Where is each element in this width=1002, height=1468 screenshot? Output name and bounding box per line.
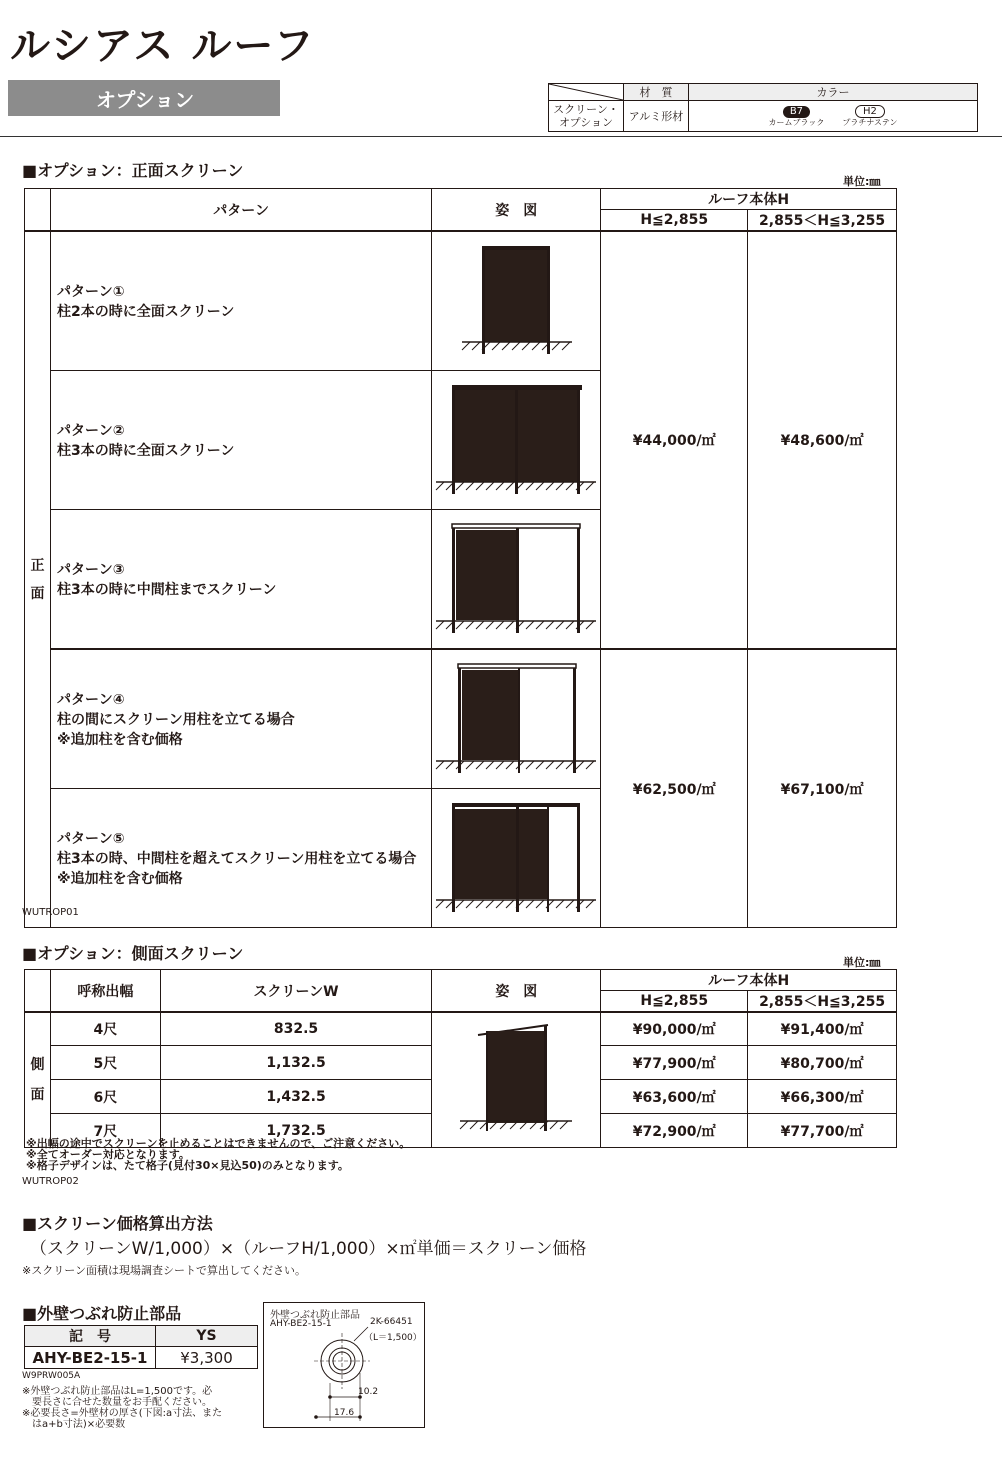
h1-header: H≦2,855 <box>601 210 748 232</box>
color-header: カラー <box>689 84 978 101</box>
side-row-3-size: 6尺 <box>50 1080 160 1114</box>
figure-header: 姿 図 <box>432 189 601 232</box>
side-row-1-size: 4尺 <box>50 1012 160 1046</box>
wall-code-value: AHY-BE2-15-1 <box>25 1347 156 1369</box>
wall-code-header: 記 号 <box>25 1326 156 1347</box>
side-note-3: ※格子デザインは、たて格子(見付30×見込50)のみとなります。 <box>26 1159 349 1172</box>
side-row-3-w: 1,432.5 <box>160 1080 432 1114</box>
price-group1-h1: ¥44,000/㎡ <box>601 231 748 649</box>
material-value: アルミ形材 <box>624 101 689 132</box>
material-header: 材 質 <box>624 84 689 101</box>
side-row-3-p1: ¥63,600/㎡ <box>601 1080 748 1114</box>
wall-part-table <box>24 1325 258 1369</box>
side-row-2-p1: ¥77,900/㎡ <box>601 1046 748 1080</box>
side-note-1: ※出幅の途中でスクリーンを止めることはできませんので、ご注意ください。 <box>26 1137 411 1150</box>
wall-catalog-code: W9PRW005A <box>22 1371 81 1381</box>
color-h2-name: プラチナステン <box>842 118 898 127</box>
pattern-4-desc: 柱の間にスクリーン用柱を立てる場合 <box>56 712 295 728</box>
side-row-4-p2: ¥77,700/㎡ <box>748 1114 897 1148</box>
side-row-4-size: 7尺 <box>50 1114 160 1148</box>
wall-note-2: 要長さに合せた数量をお手配ください。 <box>22 1397 212 1408</box>
side-screen-unit: 単位:㎜ <box>843 956 881 969</box>
color-h2-badge: H2 <box>855 105 885 118</box>
side-figure-header: 姿 図 <box>432 970 601 1013</box>
pattern-3 <box>50 510 431 650</box>
pattern-5-note: ※追加柱を含む価格 <box>56 871 183 887</box>
pattern-3-diagram <box>432 510 600 644</box>
pattern-1 <box>50 231 431 371</box>
pattern-4-diagram <box>432 650 600 784</box>
wall-ys-header: YS <box>156 1326 258 1347</box>
pattern-2 <box>50 371 431 510</box>
side-row-4-w: 1,732.5 <box>160 1114 432 1148</box>
pattern-2-diagram <box>432 371 600 505</box>
wall-part-figure <box>263 1302 425 1428</box>
wall-fig-partno: 2K-66451 <box>370 1317 413 1327</box>
front-screen-code: WUTROP01 <box>22 907 79 918</box>
diagonal-cell <box>549 84 624 101</box>
calc-formula: （スクリーンW/1,000）×（ルーフH/1,000）×㎡単価＝スクリーン価格 <box>30 1239 587 1259</box>
price-group2-h2: ¥67,100/㎡ <box>748 649 897 928</box>
side-row-2-p2: ¥80,700/㎡ <box>748 1046 897 1080</box>
wall-price-value: ¥3,300 <box>156 1347 258 1369</box>
h2-header: 2,855＜H≦3,255 <box>748 210 897 232</box>
side-screen-table <box>24 969 897 1148</box>
side-row-1-p2: ¥91,400/㎡ <box>748 1012 897 1046</box>
wall-fig-dim2: 17.6 <box>334 1408 355 1418</box>
wall-note-3: ※必要長さ=外壁材の厚さ(下図:a寸法、また <box>22 1408 223 1419</box>
front-side-label <box>25 231 51 928</box>
calc-title: ■スクリーン価格算出方法 <box>22 1214 213 1233</box>
side-row-2-size: 5尺 <box>50 1046 160 1080</box>
price-group1-h2: ¥48,600/㎡ <box>748 231 897 649</box>
side-notes <box>26 1138 410 1171</box>
color-values <box>689 101 978 132</box>
front-screen-unit: 単位:㎜ <box>843 175 881 188</box>
material-table <box>548 83 978 132</box>
color-h2 <box>842 104 897 128</box>
pattern-1-name: パターン① <box>56 284 125 300</box>
side-row-3-p2: ¥66,300/㎡ <box>748 1080 897 1114</box>
front-side-label-1: 正 <box>30 557 45 574</box>
pattern-5 <box>50 789 431 928</box>
page-title: ルシアス ルーフ <box>10 23 316 69</box>
pattern-5-figure <box>432 789 601 928</box>
row-label-line1: スクリーン・ <box>553 103 619 116</box>
wall-fig-code: AHY-BE2-15-1 <box>270 1319 332 1329</box>
pattern-5-name: パターン⑤ <box>56 831 125 847</box>
price-group2-h1: ¥62,500/㎡ <box>601 649 748 928</box>
side-diagram <box>432 1013 600 1143</box>
side-label <box>25 1012 51 1148</box>
wall-note-4: はa+b寸法)×必要数 <box>22 1419 126 1430</box>
calc-note: ※スクリーン面積は現場調査シートで算出してください。 <box>22 1264 306 1277</box>
pattern-4 <box>50 649 431 789</box>
front-screen-table <box>24 188 897 928</box>
pattern-3-desc: 柱3本の時に中間柱までスクリーン <box>56 582 277 598</box>
wall-fig-dim1: 10.2 <box>358 1387 379 1397</box>
width-name-header: 呼称出幅 <box>50 970 160 1013</box>
side-row-2-w: 1,132.5 <box>160 1046 432 1080</box>
side-h1-header: H≦2,855 <box>601 991 748 1013</box>
wall-fig-title: 外壁つぶれ防止部品 <box>270 1310 360 1321</box>
pattern-5-diagram <box>432 789 600 923</box>
pattern-5-desc: 柱3本の時、中間柱を超えてスクリーン用柱を立てる場合 <box>56 851 417 867</box>
color-b7-name: カームブラック <box>768 118 825 127</box>
side-corner-cell <box>25 970 51 1013</box>
side-note-2: ※全てオーダー対応となります。 <box>26 1148 190 1161</box>
pattern-2-name: パターン② <box>56 423 125 439</box>
wall-fig-length: （L＝1,500） <box>364 1333 422 1343</box>
wall-part-title: ■外壁つぶれ防止部品 <box>22 1304 182 1323</box>
side-label-1: 側 <box>30 1057 45 1073</box>
roof-h-header: ルーフ本体H <box>601 189 897 210</box>
side-row-1-p1: ¥90,000/㎡ <box>601 1012 748 1046</box>
side-row-1-w: 832.5 <box>160 1012 432 1046</box>
pattern-4-figure <box>432 649 601 789</box>
side-h2-header: 2,855＜H≦3,255 <box>748 991 897 1013</box>
options-banner: オプション <box>8 80 280 116</box>
front-screen-title: ■オプション：正面スクリーン <box>22 161 244 180</box>
screen-w-header: スクリーンW <box>160 970 432 1013</box>
color-b7 <box>769 104 825 128</box>
side-screen-code: WUTROP02 <box>22 1176 79 1187</box>
color-b7-badge: B7 <box>783 106 810 118</box>
side-figure <box>432 1012 601 1148</box>
pattern-header: パターン <box>50 189 431 232</box>
pattern-1-desc: 柱2本の時に全面スクリーン <box>56 304 235 320</box>
pattern-3-name: パターン③ <box>56 562 125 578</box>
pattern-3-figure <box>432 510 601 650</box>
side-row-4-p1: ¥72,900/㎡ <box>601 1114 748 1148</box>
wall-note-1: ※外壁つぶれ防止部品はL=1,500です。必 <box>22 1386 213 1397</box>
pattern-4-name: パターン④ <box>56 692 125 708</box>
diagonal-line <box>549 84 623 100</box>
row-label <box>549 101 624 132</box>
side-screen-title: ■オプション：側面スクリーン <box>22 944 244 963</box>
pattern-1-figure <box>432 231 601 371</box>
row-label-line2: オプション <box>558 116 613 129</box>
pattern-2-desc: 柱3本の時に全面スクリーン <box>56 443 235 459</box>
side-label-2: 面 <box>30 1087 45 1103</box>
pattern-1-diagram <box>432 232 600 366</box>
side-roof-h-header: ルーフ本体H <box>601 970 897 991</box>
corner-cell <box>25 189 51 232</box>
divider <box>0 136 1002 137</box>
wall-notes <box>22 1386 222 1430</box>
pattern-4-note: ※追加柱を含む価格 <box>56 732 183 748</box>
pattern-2-figure <box>432 371 601 510</box>
front-side-label-2: 面 <box>30 585 45 602</box>
